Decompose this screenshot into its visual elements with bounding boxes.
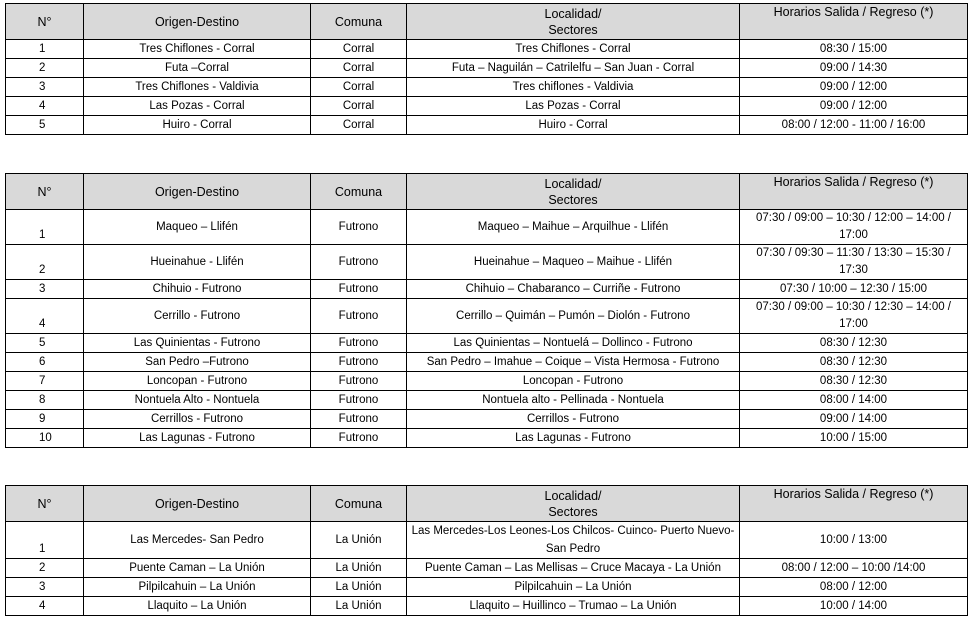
cell-origen-destino: Hueinahue - Llifén	[84, 245, 311, 280]
cell-origen-destino: Tres Chiflones - Corral	[84, 40, 311, 59]
cell-horarios: 08:30 / 12:30	[740, 334, 968, 353]
cell-horarios: 09:00 / 12:00	[740, 78, 968, 97]
routes-table-corral	[5, 3, 968, 135]
cell-origen-destino: Cerrillos - Futrono	[84, 410, 311, 429]
cell-comuna: Corral	[311, 116, 407, 135]
header-localidad-line2: Sectores	[548, 22, 598, 37]
table-row	[6, 559, 968, 578]
table-row	[6, 522, 968, 559]
header-origen-destino: Origen-Destino	[84, 486, 311, 522]
table-row	[6, 40, 968, 59]
cell-num: 3	[6, 78, 84, 97]
table-row	[6, 299, 968, 334]
cell-num: 5	[6, 334, 84, 353]
table-row	[6, 372, 968, 391]
cell-origen-destino: Las Pozas - Corral	[84, 97, 311, 116]
header-localidad-line1: Localidad/	[544, 488, 602, 503]
table-row	[6, 391, 968, 410]
cell-origen-destino: Las Mercedes- San Pedro	[84, 522, 311, 559]
header-localidad	[407, 486, 740, 522]
table-row	[6, 78, 968, 97]
header-horarios: Horarios Salida / Regreso (*)	[740, 486, 968, 522]
cell-num: 1	[6, 210, 84, 245]
cell-comuna: Futrono	[311, 372, 407, 391]
table-row	[6, 97, 968, 116]
table-row	[6, 334, 968, 353]
table-header-row	[6, 4, 968, 40]
cell-num: 1	[6, 522, 84, 559]
cell-num: 5	[6, 116, 84, 135]
table-row	[6, 245, 968, 280]
header-origen-destino: Origen-Destino	[84, 4, 311, 40]
routes-table-futrono	[5, 173, 968, 448]
cell-num: 1	[6, 40, 84, 59]
cell-localidad: Puente Caman – Las Mellisas – Cruce Macaya - La Unión	[407, 559, 740, 578]
header-localidad	[407, 4, 740, 40]
cell-localidad: Cerrillos - Futrono	[407, 410, 740, 429]
cell-origen-destino: Cerrillo - Futrono	[84, 299, 311, 334]
table-row	[6, 429, 968, 448]
header-origen-destino: Origen-Destino	[84, 174, 311, 210]
table-header-row	[6, 486, 968, 522]
cell-comuna: Corral	[311, 40, 407, 59]
routes-table-la-union	[5, 485, 968, 616]
cell-num: 9	[6, 410, 84, 429]
cell-comuna: Futrono	[311, 299, 407, 334]
cell-localidad: Las Lagunas - Futrono	[407, 429, 740, 448]
cell-comuna: Futrono	[311, 334, 407, 353]
cell-origen-destino: Puente Caman – La Unión	[84, 559, 311, 578]
cell-horarios: 09:00 / 14:30	[740, 59, 968, 78]
header-localidad-line1: Localidad/	[544, 176, 602, 191]
cell-comuna: Futrono	[311, 353, 407, 372]
cell-horarios: 07:30 / 09:00 – 10:30 / 12:00 – 14:00 / 17:00	[740, 210, 968, 245]
table-row	[6, 578, 968, 597]
cell-origen-destino: Loncopan - Futrono	[84, 372, 311, 391]
cell-comuna: La Unión	[311, 597, 407, 616]
cell-localidad: Nontuela alto - Pellinada - Nontuela	[407, 391, 740, 410]
cell-comuna: Corral	[311, 97, 407, 116]
cell-horarios: 07:30 / 09:00 – 10:30 / 12:30 – 14:00 / 17:00	[740, 299, 968, 334]
header-comuna: Comuna	[311, 486, 407, 522]
cell-num: 2	[6, 245, 84, 280]
cell-horarios: 08:00 / 12:00 - 11:00 / 16:00	[740, 116, 968, 135]
cell-horarios: 07:30 / 09:30 – 11:30 / 13:30 – 15:30 / 17:30	[740, 245, 968, 280]
header-num: N°	[6, 174, 84, 210]
cell-origen-destino: Las Quinientas - Futrono	[84, 334, 311, 353]
cell-horarios: 10:00 / 13:00	[740, 522, 968, 559]
cell-comuna: La Unión	[311, 559, 407, 578]
cell-horarios: 10:00 / 14:00	[740, 597, 968, 616]
cell-num: 4	[6, 597, 84, 616]
cell-horarios: 09:00 / 14:00	[740, 410, 968, 429]
header-localidad-line2: Sectores	[548, 504, 598, 519]
cell-origen-destino: Futa –Corral	[84, 59, 311, 78]
cell-comuna: Futrono	[311, 429, 407, 448]
table-row	[6, 410, 968, 429]
cell-localidad: Tres Chiflones - Corral	[407, 40, 740, 59]
cell-localidad: Maqueo – Maihue – Arquilhue - Llifén	[407, 210, 740, 245]
header-horarios: Horarios Salida / Regreso (*)	[740, 4, 968, 40]
table-row	[6, 353, 968, 372]
cell-horarios: 10:00 / 15:00	[740, 429, 968, 448]
cell-origen-destino: Pilpilcahuin – La Unión	[84, 578, 311, 597]
cell-origen-destino: Nontuela Alto - Nontuela	[84, 391, 311, 410]
cell-comuna: Corral	[311, 78, 407, 97]
cell-num: 3	[6, 578, 84, 597]
cell-origen-destino: Huiro - Corral	[84, 116, 311, 135]
cell-num: 4	[6, 299, 84, 334]
cell-origen-destino: Chihuio - Futrono	[84, 280, 311, 299]
cell-comuna: La Unión	[311, 522, 407, 559]
header-localidad	[407, 174, 740, 210]
header-localidad-line1: Localidad/	[544, 6, 602, 21]
cell-origen-destino: San Pedro –Futrono	[84, 353, 311, 372]
cell-localidad: Las Mercedes-Los Leones-Los Chilcos- Cuinco- Puerto Nuevo-San Pedro	[407, 522, 740, 559]
cell-localidad: Chihuio – Chabaranco – Curriñe - Futrono	[407, 280, 740, 299]
cell-localidad: Llaquito – Huillinco – Trumao – La Unión	[407, 597, 740, 616]
header-localidad-line2: Sectores	[548, 192, 598, 207]
header-num: N°	[6, 4, 84, 40]
table-row	[6, 59, 968, 78]
table-row	[6, 116, 968, 135]
table-row	[6, 210, 968, 245]
cell-origen-destino: Llaquito – La Unión	[84, 597, 311, 616]
table-header-row	[6, 174, 968, 210]
cell-horarios: 08:30 / 12:30	[740, 372, 968, 391]
cell-comuna: Futrono	[311, 410, 407, 429]
cell-comuna: Futrono	[311, 245, 407, 280]
cell-comuna: Futrono	[311, 280, 407, 299]
cell-num: 3	[6, 280, 84, 299]
cell-horarios: 09:00 / 12:00	[740, 97, 968, 116]
table-row	[6, 280, 968, 299]
cell-localidad: Futa – Naguilán – Catrilelfu – San Juan - Corral	[407, 59, 740, 78]
cell-horarios: 07:30 / 10:00 – 12:30 / 15:00	[740, 280, 968, 299]
cell-horarios: 08:00 / 12:00 – 10:00 /14:00	[740, 559, 968, 578]
cell-comuna: Corral	[311, 59, 407, 78]
cell-num: 2	[6, 559, 84, 578]
header-comuna: Comuna	[311, 174, 407, 210]
cell-horarios: 08:30 / 15:00	[740, 40, 968, 59]
cell-localidad: Cerrillo – Quimán – Pumón – Diolón - Futrono	[407, 299, 740, 334]
cell-origen-destino: Tres Chiflones - Valdivia	[84, 78, 311, 97]
cell-localidad: San Pedro – Imahue – Coique – Vista Hermosa - Futrono	[407, 353, 740, 372]
cell-comuna: Futrono	[311, 391, 407, 410]
cell-origen-destino: Las Lagunas - Futrono	[84, 429, 311, 448]
header-horarios: Horarios Salida / Regreso (*)	[740, 174, 968, 210]
cell-num: 6	[6, 353, 84, 372]
cell-comuna: Futrono	[311, 210, 407, 245]
cell-horarios: 08:30 / 12:30	[740, 353, 968, 372]
cell-localidad: Las Quinientas – Nontuelá – Dollinco - Futrono	[407, 334, 740, 353]
cell-num: 4	[6, 97, 84, 116]
cell-localidad: Loncopan - Futrono	[407, 372, 740, 391]
header-num: N°	[6, 486, 84, 522]
cell-num: 2	[6, 59, 84, 78]
cell-num: 10	[6, 429, 84, 448]
cell-num: 8	[6, 391, 84, 410]
table-row	[6, 597, 968, 616]
cell-localidad: Pilpilcahuin – La Unión	[407, 578, 740, 597]
header-comuna: Comuna	[311, 4, 407, 40]
cell-localidad: Huiro - Corral	[407, 116, 740, 135]
cell-origen-destino: Maqueo – Llifén	[84, 210, 311, 245]
cell-comuna: La Unión	[311, 578, 407, 597]
cell-horarios: 08:00 / 14:00	[740, 391, 968, 410]
cell-localidad: Las Pozas - Corral	[407, 97, 740, 116]
cell-localidad: Hueinahue – Maqueo – Maihue - Llifén	[407, 245, 740, 280]
cell-horarios: 08:00 / 12:00	[740, 578, 968, 597]
cell-localidad: Tres chiflones - Valdivia	[407, 78, 740, 97]
cell-num: 7	[6, 372, 84, 391]
